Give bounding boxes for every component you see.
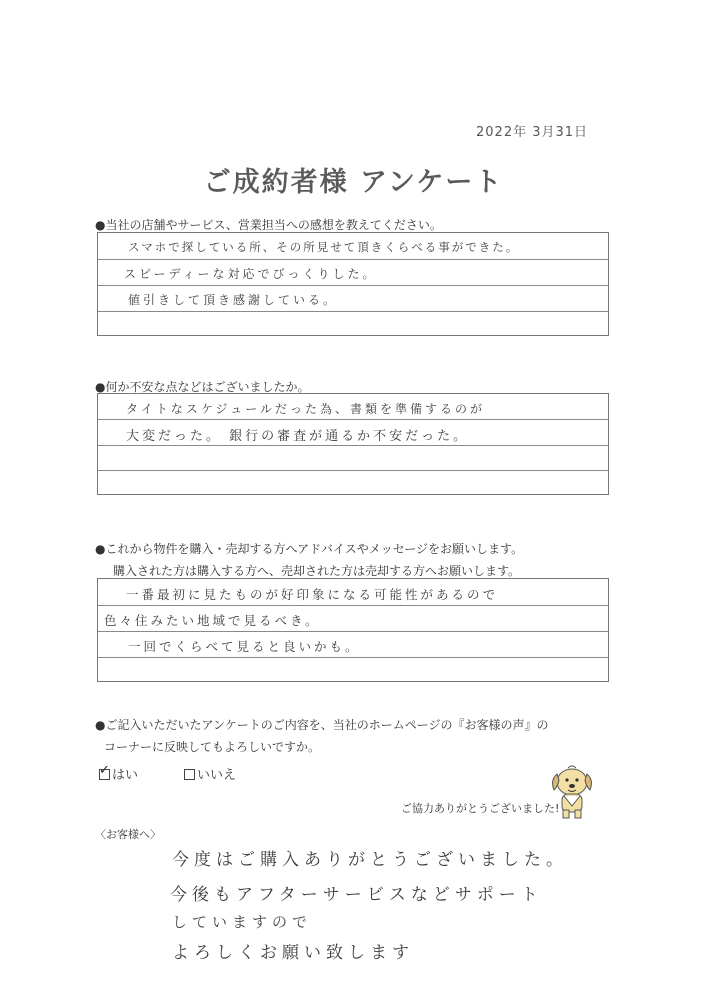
consent-yes-checkbox[interactable]: ✓ xyxy=(99,763,110,778)
staff-message-line: よろしくお願い致します xyxy=(172,943,414,963)
staff-message-label: 〈お客様へ〉 xyxy=(95,828,161,841)
staff-message-line: 今後もアフターサービスなどサポート xyxy=(170,885,543,905)
question-3-answer-line: 一回でくらべて見ると良いかも。 xyxy=(128,639,361,654)
question-3-answer-box xyxy=(97,578,609,682)
page-title: ご成約者様 アンケート xyxy=(203,167,504,198)
consent-no-option[interactable] xyxy=(184,764,236,783)
question-3-answer-line: 一番最初に見たものが好印象になる可能性があるので xyxy=(126,587,499,602)
survey-date: 2022年 3月31日 xyxy=(476,125,589,140)
question-2-answer-line: 大変だった。 銀行の審査が通るか不安だった。 xyxy=(126,429,470,444)
question-2-label: ●何か不安な点などはございましたか。 xyxy=(95,380,310,394)
question-2-answer-line: タイトなスケジュールだった為、書類を準備するのが xyxy=(126,402,486,416)
question-1-answer-line: 値引きして頂き感謝している。 xyxy=(128,293,339,307)
question-1-answer-line: スピーディーな対応でびっくりした。 xyxy=(124,267,378,281)
question-3-sublabel: 購入された方は購入する方へ、売却された方は売却する方へお願いします。 xyxy=(113,564,521,578)
staff-message-line: 今度はご購入ありがとうございました。 xyxy=(172,850,568,870)
consent-yes-label: はい xyxy=(112,768,139,783)
thanks-message: ご協力ありがとうございました! xyxy=(401,802,560,815)
question-3-label: ●これから物件を購入・売却する方へアドバイスやメッセージをお願いします。 xyxy=(95,542,524,556)
question-1-answer-line: スマホで探している所、その所見せて頂きくらべる事ができた。 xyxy=(128,240,520,254)
question-3-answer-line: 色々住みたい地域で見るべき。 xyxy=(104,613,321,628)
question-4-label-line-1: ●ご記入いただいたアンケートのご内容を、当社のホームページの『お客様の声』の xyxy=(95,718,549,732)
question-2-answer-box xyxy=(97,393,609,495)
question-1-label: ●当社の店舗やサービス、営業担当への感想を教えてください。 xyxy=(95,218,442,232)
consent-no-label: いいえ xyxy=(197,768,237,783)
staff-message-line: していますので xyxy=(172,913,313,931)
question-4-label-line-2: コーナーに反映してもよろしいですか。 xyxy=(104,740,321,754)
consent-yes-option[interactable] xyxy=(99,764,138,783)
question-1-answer-box xyxy=(97,232,609,336)
consent-no-checkbox[interactable] xyxy=(184,769,195,780)
